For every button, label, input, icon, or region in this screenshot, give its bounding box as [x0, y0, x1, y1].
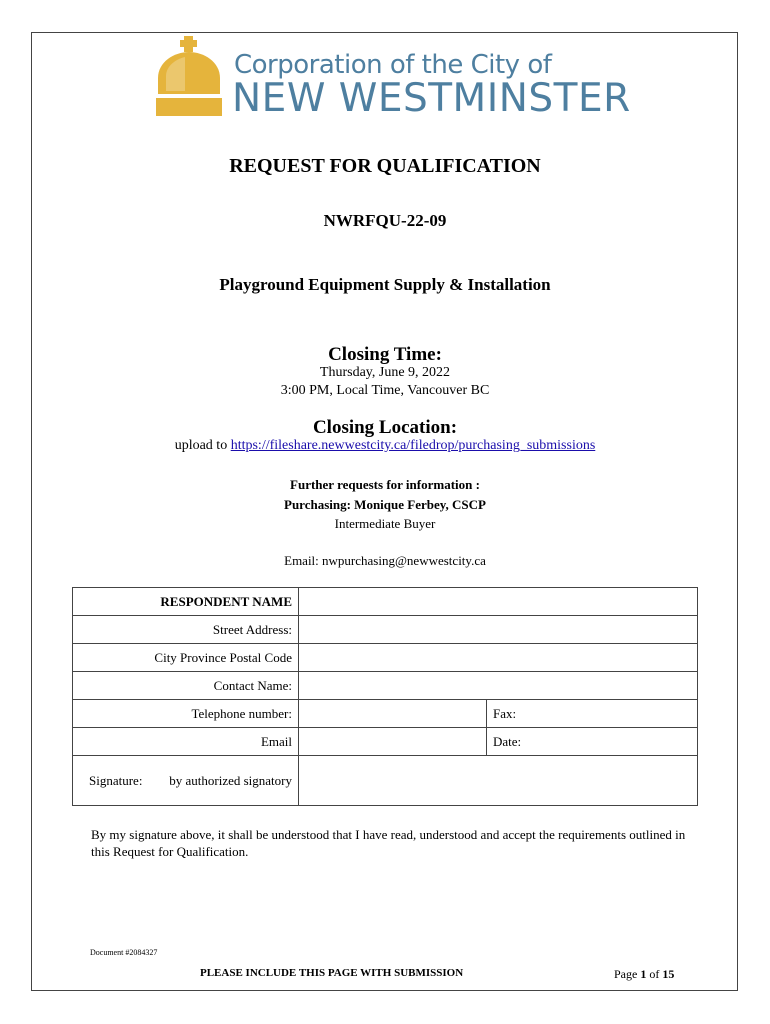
- logo-line-1: Corporation of the City of: [234, 50, 552, 80]
- city-logo: [152, 36, 631, 122]
- page-of: of: [646, 967, 663, 981]
- closing-time-heading: Closing Time:: [328, 344, 442, 365]
- info-heading: Further requests for information :: [290, 477, 480, 492]
- form-row: [73, 672, 698, 700]
- signature-label: Signature:: [89, 772, 143, 788]
- contact-name-field[interactable]: [299, 672, 698, 700]
- closing-location-heading: Closing Location:: [312, 417, 458, 438]
- submission-note: PLEASE INCLUDE THIS PAGE WITH SUBMISSION: [200, 967, 464, 979]
- signature-label-cell: [73, 756, 299, 806]
- form-row: [73, 644, 698, 672]
- telephone-label: Telephone number:: [73, 700, 299, 728]
- page-number: [614, 967, 674, 982]
- fax-field[interactable]: [487, 700, 698, 728]
- reference-number: NWRFQU-22-09: [323, 211, 447, 230]
- upload-prefix: upload to: [174, 438, 231, 453]
- closing-location-line: [0, 438, 770, 454]
- document-number: Document #2084327: [90, 948, 158, 957]
- signature-field[interactable]: [299, 756, 698, 806]
- date-label: Date:: [493, 733, 522, 749]
- acceptance-statement: By my signature above, it shall be understood that I have read, understood and accept the requirements outlined in this Request for Qualification.: [91, 827, 686, 859]
- email-label: Email: [73, 728, 299, 756]
- upload-link[interactable]: https://fileshare.newwestcity.ca/filedrop/purchasing_submissions: [230, 438, 596, 453]
- form-row: [73, 616, 698, 644]
- date-field[interactable]: [487, 728, 698, 756]
- contact-role: Intermediate Buyer: [334, 516, 436, 531]
- closing-date: Thursday, June 9, 2022: [319, 365, 451, 380]
- respondent-name-label: RESPONDENT NAME: [73, 588, 299, 616]
- fax-label: Fax:: [493, 705, 517, 721]
- project-name: Playground Equipment Supply & Installation: [219, 275, 551, 294]
- city-province-field[interactable]: [299, 644, 698, 672]
- page-prefix: Page: [614, 967, 641, 981]
- contact-name: Purchasing: Monique Ferbey, CSCP: [284, 497, 486, 512]
- contact-name-label: Contact Name:: [73, 672, 299, 700]
- signature-note: by authorized signatory: [169, 772, 292, 788]
- contact-email: Email: nwpurchasing@newwestcity.ca: [284, 553, 486, 568]
- email-field[interactable]: [299, 728, 487, 756]
- closing-hour: 3:00 PM, Local Time, Vancouver BC: [280, 383, 490, 398]
- form-row: [73, 700, 698, 728]
- logo-line-2: NEW WESTMINSTER: [232, 76, 631, 121]
- street-address-label: Street Address:: [73, 616, 299, 644]
- street-address-field[interactable]: [299, 616, 698, 644]
- respondent-name-field[interactable]: [299, 588, 698, 616]
- document-title: REQUEST FOR QUALIFICATION: [229, 155, 541, 177]
- telephone-field[interactable]: [299, 700, 487, 728]
- form-row: [73, 756, 698, 806]
- form-row: [73, 728, 698, 756]
- crown-icon: [152, 36, 226, 118]
- page-current: 1: [640, 967, 647, 981]
- form-row: [73, 588, 698, 616]
- respondent-form: [72, 587, 698, 806]
- city-province-label: City Province Postal Code: [73, 644, 299, 672]
- page-total: 15: [662, 967, 675, 981]
